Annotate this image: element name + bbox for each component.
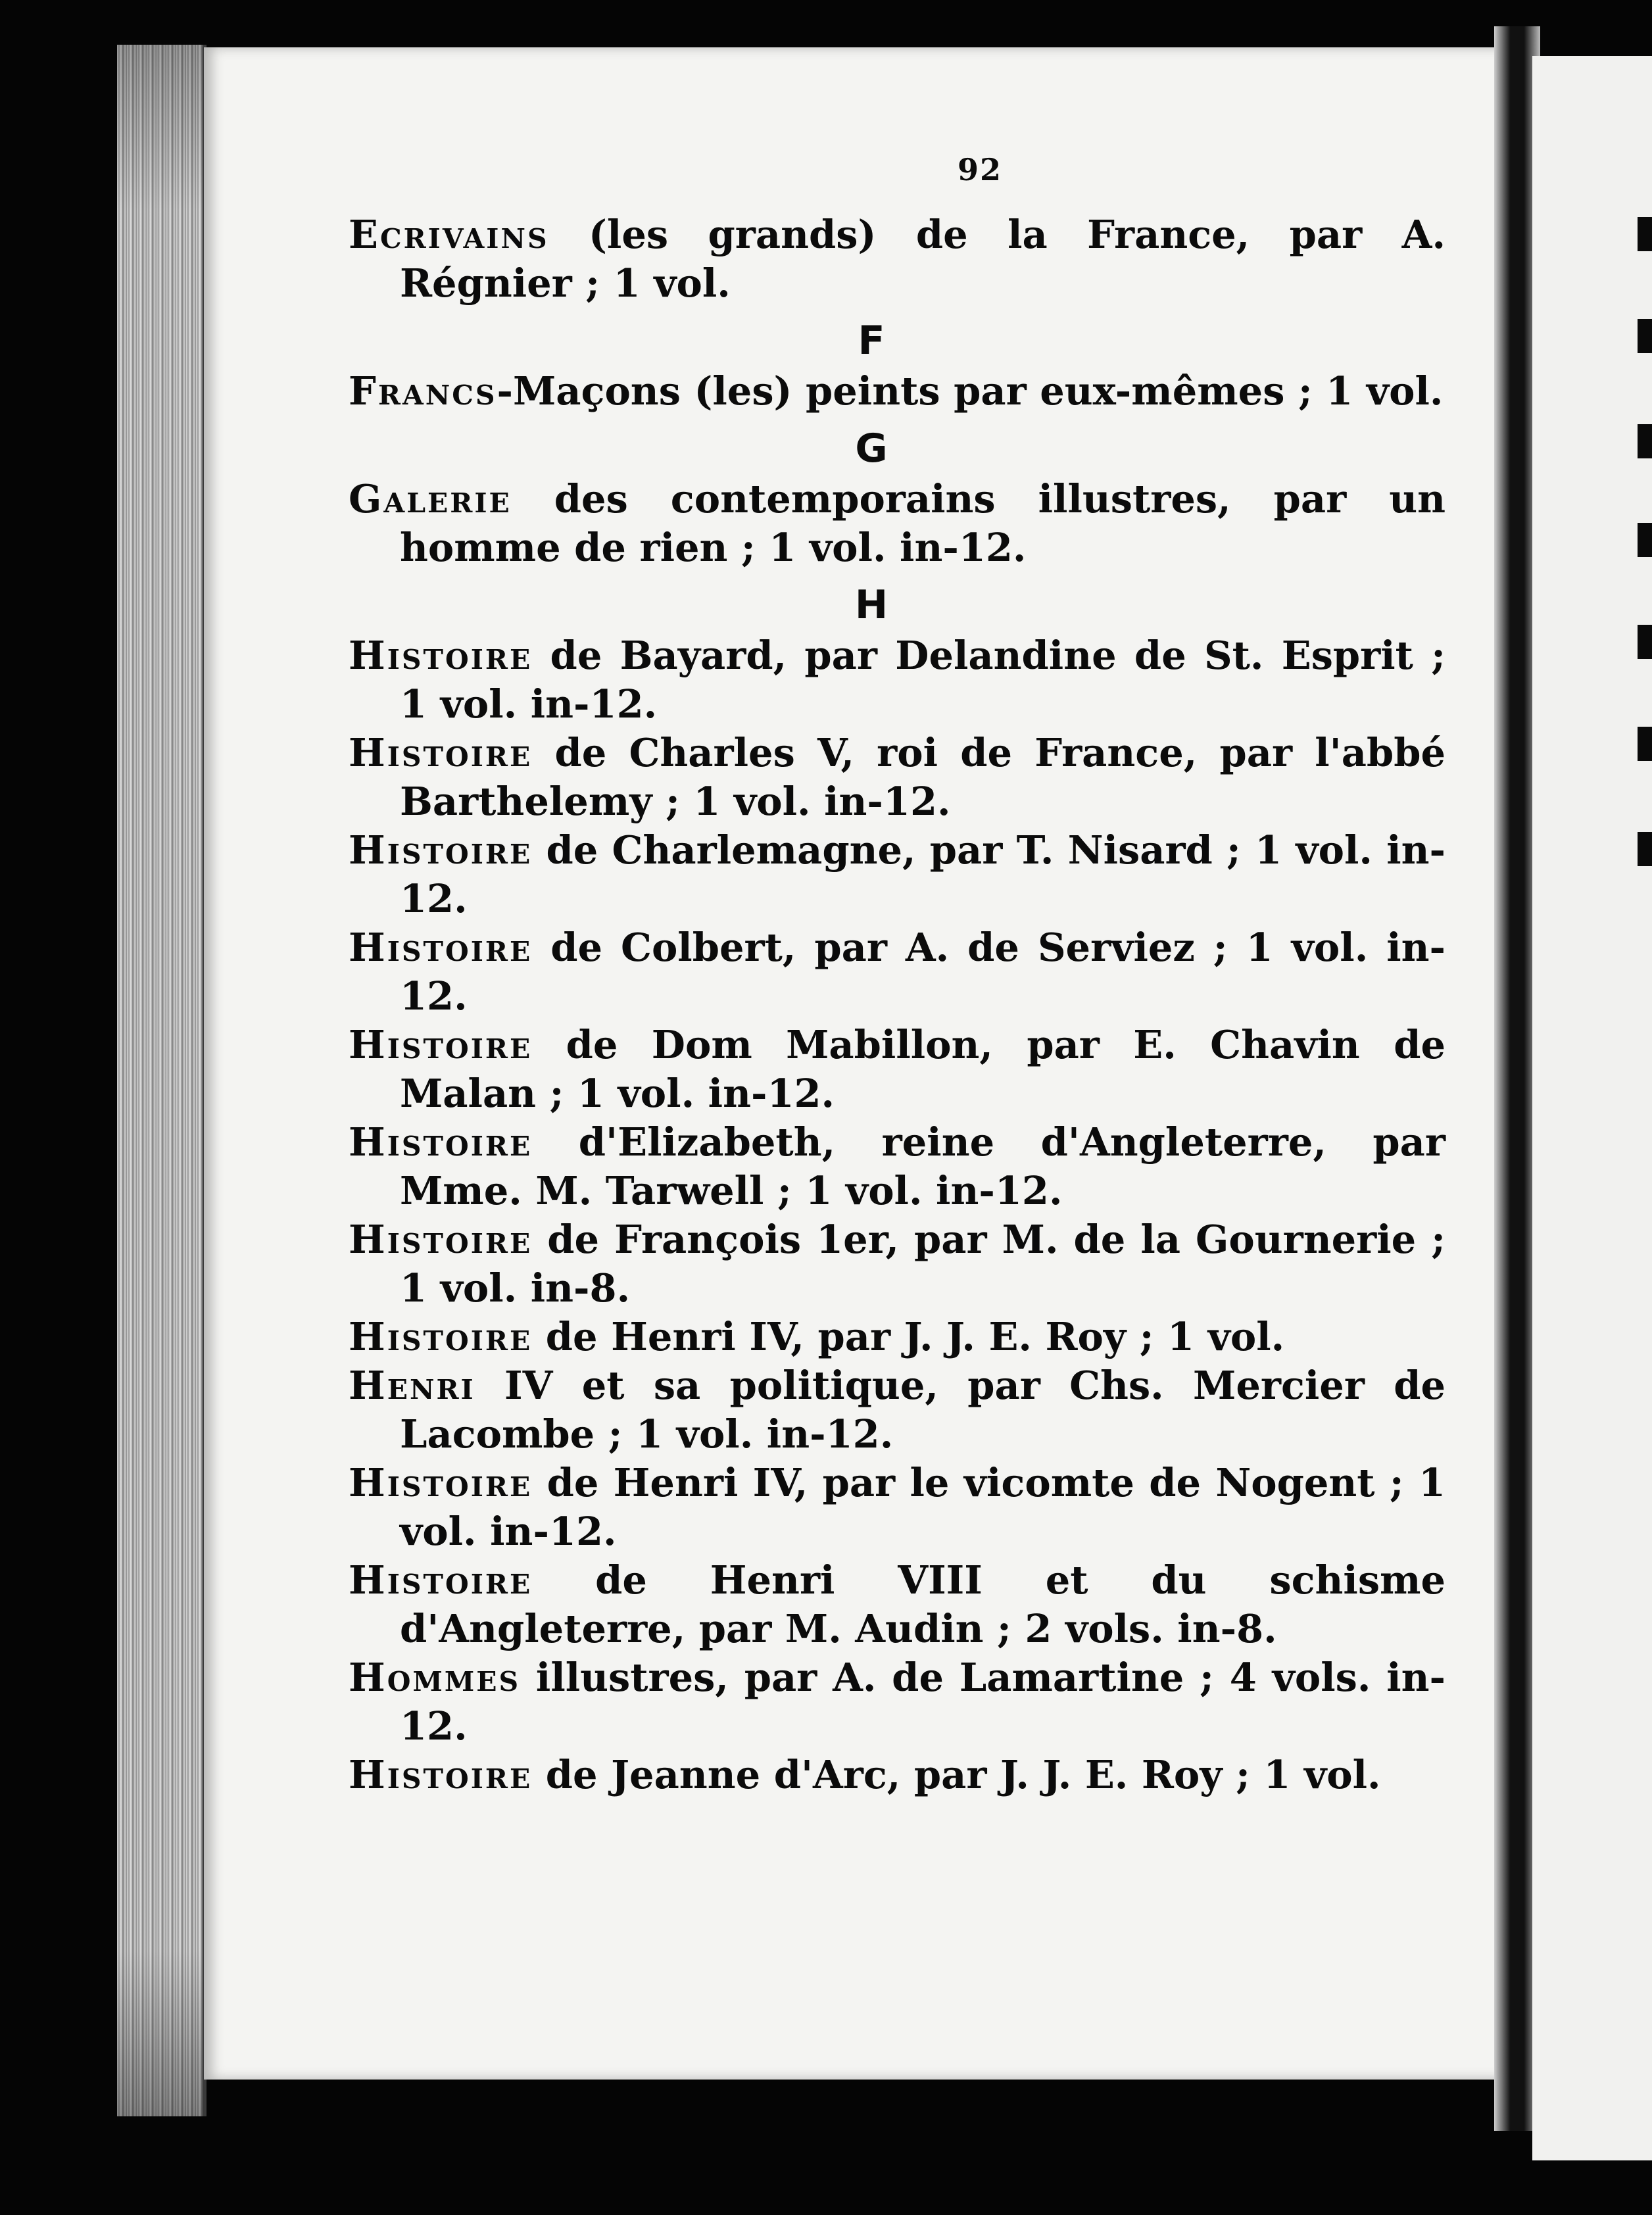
- catalog-entry: [349, 367, 1446, 416]
- entry-text: IV et sa politique, par Chs. Mercier de Lacombe ; 1 vol. in-12.: [400, 1363, 1446, 1457]
- catalog-entry: [349, 826, 1446, 923]
- entry-text: de Charlemagne, par T. Nisard ; 1 vol. in-12.: [400, 827, 1446, 921]
- section-letter: G: [855, 426, 888, 472]
- entry-keyword: Histoire: [349, 1314, 533, 1359]
- entry-keyword: Galerie: [349, 476, 512, 522]
- entry-keyword: Histoire: [349, 925, 533, 970]
- entry-text: de Jeanne d'Arc, par J. J. E. Roy ; 1 vol.: [532, 1752, 1381, 1797]
- catalog-entry: [349, 1215, 1446, 1313]
- entry-text: de Henri IV, par J. J. E. Roy ; 1 vol.: [532, 1314, 1285, 1359]
- entry-keyword: Histoire: [349, 1460, 533, 1505]
- section-letter: F: [858, 318, 885, 364]
- book-page: [204, 47, 1505, 2080]
- facing-page-glyph: [1638, 832, 1652, 866]
- catalog-entry: [349, 923, 1446, 1021]
- entry-keyword: Hommes: [349, 1655, 521, 1700]
- facing-page-edge: [1532, 56, 1652, 2160]
- catalog-entry: [349, 729, 1446, 826]
- catalog-entry: [349, 1118, 1446, 1215]
- entry-text: des contemporains illustres, par un homme de rien ; 1 vol. in-12.: [400, 476, 1446, 570]
- facing-page-glyph: [1638, 424, 1652, 458]
- entry-keyword: Ecrivains: [349, 212, 549, 257]
- entry-text: de Henri VIII et du schisme d'Angleterre, par M. Audin ; 2 vols. in-8.: [400, 1557, 1446, 1651]
- entry-text: de Colbert, par A. de Serviez ; 1 vol. in-12.: [400, 925, 1446, 1019]
- entry-text: de Dom Mabillon, par E. Chavin de Malan ; 1 vol. in-12.: [400, 1022, 1446, 1116]
- catalog-entry: [349, 1556, 1446, 1653]
- facing-page-glyph: [1638, 319, 1652, 353]
- entry-text: de Charles V, roi de France, par l'abbé Barthelemy ; 1 vol. in-12.: [400, 730, 1446, 824]
- facing-page-glyph: [1638, 625, 1652, 659]
- entry-text: de Bayard, par Delandine de St. Esprit ; 1 vol. in-12.: [400, 633, 1446, 727]
- catalog-entry: [349, 210, 1446, 308]
- entry-list: [349, 210, 1611, 1799]
- entry-keyword: Histoire: [349, 1557, 533, 1603]
- entry-text: illustres, par A. de Lamartine ; 4 vols. in-12.: [400, 1655, 1446, 1749]
- page-number: 92: [957, 152, 1002, 187]
- catalog-entry: [349, 1361, 1446, 1459]
- facing-page-glyph: [1638, 727, 1652, 761]
- catalog-entry: [349, 1021, 1446, 1118]
- entry-keyword: Histoire: [349, 1217, 533, 1262]
- entry-keyword: Histoire: [349, 1022, 533, 1067]
- entry-text: -Maçons (les) peints par eux-mêmes ; 1 vol.: [497, 368, 1444, 414]
- catalog-entry: [349, 631, 1446, 729]
- entry-text: de François 1er, par M. de la Gournerie ; 1 vol. in-8.: [400, 1217, 1446, 1311]
- entry-keyword: Histoire: [349, 730, 533, 775]
- entry-keyword: Histoire: [349, 1119, 533, 1165]
- entry-keyword: Henri: [349, 1363, 475, 1408]
- catalog-entry: [349, 1653, 1446, 1751]
- catalog-entry: [349, 1751, 1446, 1799]
- section-letter: H: [854, 582, 888, 628]
- facing-page-glyph: [1638, 523, 1652, 557]
- catalog-entry: [349, 1313, 1446, 1361]
- entry-text: d'Elizabeth, reine d'Angleterre, par Mme. M. Tarwell ; 1 vol. in-12.: [400, 1119, 1446, 1213]
- entry-text: (les grands) de la France, par A. Régnier ; 1 vol.: [400, 212, 1446, 306]
- entry-keyword: Histoire: [349, 827, 533, 873]
- catalog-entry: [349, 1459, 1446, 1556]
- facing-page-glyph: [1638, 217, 1652, 251]
- catalog-entry: [349, 475, 1446, 572]
- entry-keyword: Histoire: [349, 633, 533, 678]
- entry-keyword: Francs: [349, 368, 497, 414]
- entry-text: de Henri IV, par le vicomte de Nogent ; 1 vol. in-12.: [400, 1460, 1446, 1554]
- page-stack-edges: [117, 45, 206, 2116]
- entry-keyword: Histoire: [349, 1752, 533, 1797]
